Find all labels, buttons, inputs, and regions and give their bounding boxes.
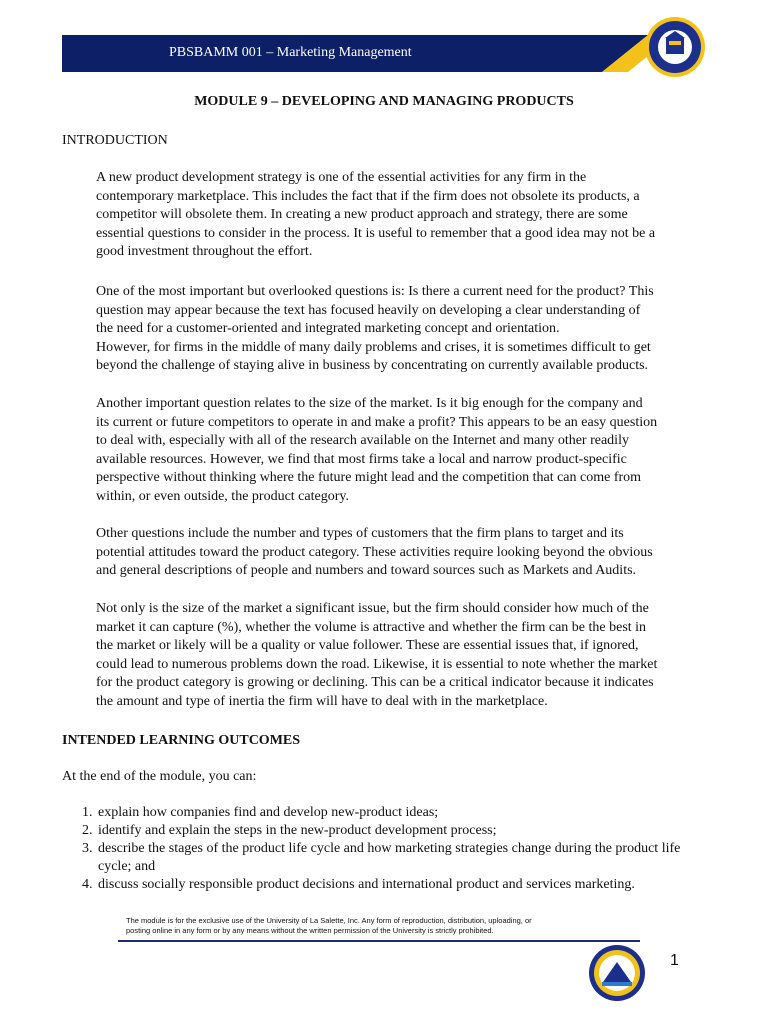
paragraph-line: One of the most important but overlooked questions is: Is there a current need for the product? This (96, 284, 654, 299)
paragraph-line: question may appear because the text has focused heavily on developing a clear understanding of (96, 302, 641, 318)
list-item-text: identify and explain the steps in the new-product development process; (98, 823, 497, 838)
paragraph-line: could lead to numerous problems down the road. Likewise, it is essential to note whether the market (96, 656, 658, 672)
paragraph-line: available resources. However, we find that most firms take a local and narrow product-specific (96, 451, 627, 467)
list-item-number: 1. (82, 805, 93, 820)
institution-logo-icon (588, 944, 646, 1002)
header-banner (62, 35, 674, 72)
copyright-line: The module is for the exclusive use of the University of La Salette, Inc. Any form of reproduction, distribution, uploading, or (126, 916, 532, 925)
paragraph-line: to deal with, especially with all of the research available on the Internet and many other readily (96, 433, 629, 449)
paragraph-customer-types (96, 525, 700, 581)
paragraph-line: within, or even outside, the product category. (96, 488, 349, 504)
module-title: MODULE 9 – DEVELOPING AND MANAGING PRODUCTS (194, 94, 574, 109)
paragraph-line: Not only is the size of the market a significant issue, but the firm should consider how much of the (96, 601, 649, 616)
list-item (82, 804, 702, 822)
introduction-heading: INTRODUCTION (62, 133, 168, 148)
paragraph-line: and general descriptions of people and numbers and toward sources such as Markets and Audits. (96, 563, 637, 579)
paragraph-product-strategy (96, 169, 700, 262)
copyright-notice (126, 916, 586, 936)
paragraph-line: However, for firms in the middle of many daily problems and crises, it is sometimes difficult to get (96, 339, 651, 355)
list-item (82, 840, 702, 876)
paragraph-line: competitor will obsolete them. In creating a new product approach and strategy, there are some (96, 207, 628, 223)
paragraph-line: essential questions to consider in the process. It is useful to remember that a good idea may not be a (96, 225, 656, 241)
course-title: PBSBAMM 001 – Marketing Management (169, 45, 412, 60)
paragraph-line: its current or future competitors to operate in and make a profit? This appears to be an easy question (96, 414, 658, 430)
paragraph-line: potential attitudes toward the product category. These activities require looking beyond the obvious (96, 544, 653, 560)
paragraph-line: perspective without thinking where the future might lead and the competition that can come from (96, 470, 642, 486)
paragraph-line: contemporary marketplace. This includes the fact that if the firm does not obsolete its products, a (96, 188, 640, 204)
paragraph-line: the market or likely will be a quality or value follower. These are essential issues that, if ignored, (96, 638, 639, 654)
paragraph-line: Other questions include the number and types of customers that the firm plans to target and its (96, 526, 624, 541)
list-item-number: 4. (82, 877, 93, 892)
list-item (82, 822, 702, 840)
list-item-text: discuss socially responsible product decisions and international product and services marketing. (98, 877, 635, 892)
paragraph-line: good investment throughout the effort. (96, 244, 313, 260)
page-number: 1 (670, 952, 679, 969)
list-item-text: explain how companies find and develop new-product ideas; (98, 805, 439, 820)
paragraph-line: market it can capture (%), whether the volume is attractive and whether the firm can be the best in (96, 619, 647, 635)
paragraph-line: the amount and type of inertia the firm will have to deal with in the marketplace. (96, 693, 548, 709)
paragraph-line: A new product development strategy is one of the essential activities for any firm in the (96, 170, 587, 185)
learning-outcomes-intro: At the end of the module, you can: (62, 769, 257, 784)
learning-outcomes-heading: INTENDED LEARNING OUTCOMES (62, 733, 301, 748)
list-item-number: 3. (82, 841, 93, 856)
paragraph-line: for the product category is growing or declining. This can be a critical indicator because it indicates (96, 675, 654, 691)
paragraph-line: Another important question relates to the size of the market. Is it big enough for the company and (96, 396, 643, 411)
footer-divider (118, 940, 640, 942)
copyright-line: posting online in any form or by any means without the written permission of the University is strictly prohibited. (126, 926, 494, 935)
list-item-text: describe the stages of the product life cycle and how marketing strategies change during the product life cycle; and (98, 841, 681, 874)
list-item-number: 2. (82, 823, 93, 838)
paragraph-current-need (96, 283, 700, 376)
paragraph-market-size (96, 395, 700, 507)
university-seal-icon (644, 16, 706, 78)
paragraph-line: the need for a customer-oriented and integrated marketing concept and orientation. (96, 321, 560, 337)
learning-outcomes-list (82, 804, 702, 894)
list-item (82, 876, 702, 894)
paragraph-line: beyond the challenge of staying alive in business by concentrating on currently available products. (96, 358, 649, 374)
paragraph-market-capture (96, 600, 700, 712)
